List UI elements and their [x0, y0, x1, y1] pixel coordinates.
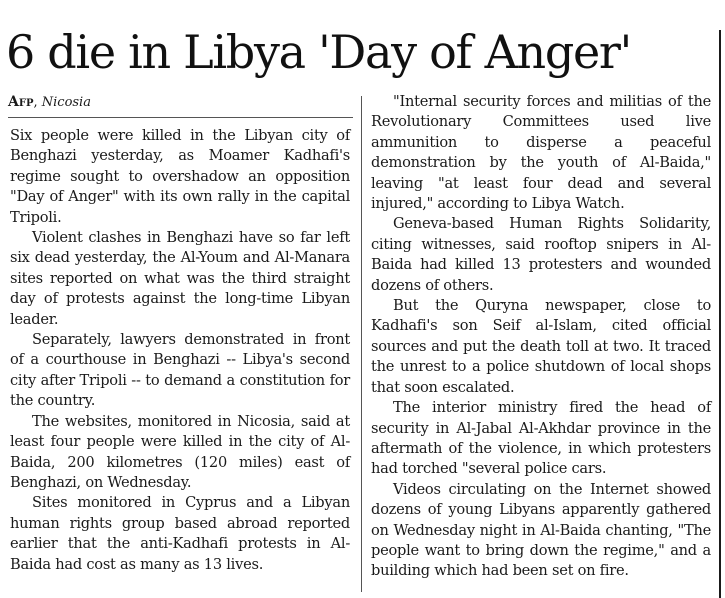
- byline-agency: Afp: [8, 94, 34, 110]
- right-edge-rule: [719, 30, 721, 598]
- paragraph: Violent clashes in Benghazi have so far left six dead yesterday, the Al-Youm and Al-Manara sites reported on what was the third straight day of protests against the long-time Libyan leader.: [10, 229, 350, 328]
- byline: [8, 92, 353, 113]
- left-column: [10, 126, 350, 575]
- paragraph: "Internal security forces and militias of the Revolutionary Committees used live ammunition to disperse a peaceful demonstration by the youth of Al-Baida," leaving "at least four dead and several injured," according to Libya Watch.: [371, 93, 711, 213]
- headline: 6 die in Libya 'Day of Anger': [6, 25, 631, 79]
- paragraph: But the Quryna newspaper, close to Kadhafi's son Seif al-Islam, cited official sources and put the death toll at two. It traced the unrest to a police shutdown of local shops that soon escalated.: [371, 297, 711, 396]
- paragraph: The websites, monitored in Nicosia, said at least four people were killed in the city of Al-Baida, 200 kilometres (120 miles) east of Benghazi, on Wednesday.: [10, 412, 350, 491]
- byline-rule: [8, 117, 353, 118]
- byline-place: Nicosia: [41, 95, 91, 110]
- paragraph: The interior ministry fired the head of security in Al-Jabal Al-Akhdar province in the aftermath of the violence, in which protesters had torched "several police cars.: [371, 399, 711, 478]
- column-divider: [361, 96, 362, 592]
- paragraph: Sites monitored in Cyprus and a Libyan human rights group based abroad reported earlier that the anti-Kadhafi protests in Al-Baida had cost as many as 13 lives.: [10, 494, 350, 573]
- paragraph: Videos circulating on the Internet showed dozens of young Libyans apparently gathered on Wednesday night in Al-Baida chanting, "The people want to bring down the regime," and a building which had been set on fire.: [371, 480, 711, 580]
- paragraph: Separately, lawyers demonstrated in front of a courthouse in Benghazi -- Libya's second city after Tripoli -- to demand a constitution for the country.: [10, 331, 350, 410]
- right-column: [371, 92, 711, 582]
- byline-separator: ,: [33, 95, 42, 110]
- paragraph: Geneva-based Human Rights Solidarity, citing witnesses, said rooftop snipers in Al-Baida had killed 13 protesters and wounded dozens of others.: [371, 215, 711, 294]
- paragraph: Six people were killed in the Libyan city of Benghazi yesterday, as Moamer Kadhafi's regime sought to overshadow an opposition "Day of Anger" with its own rally in the capital Tripoli.: [10, 127, 350, 226]
